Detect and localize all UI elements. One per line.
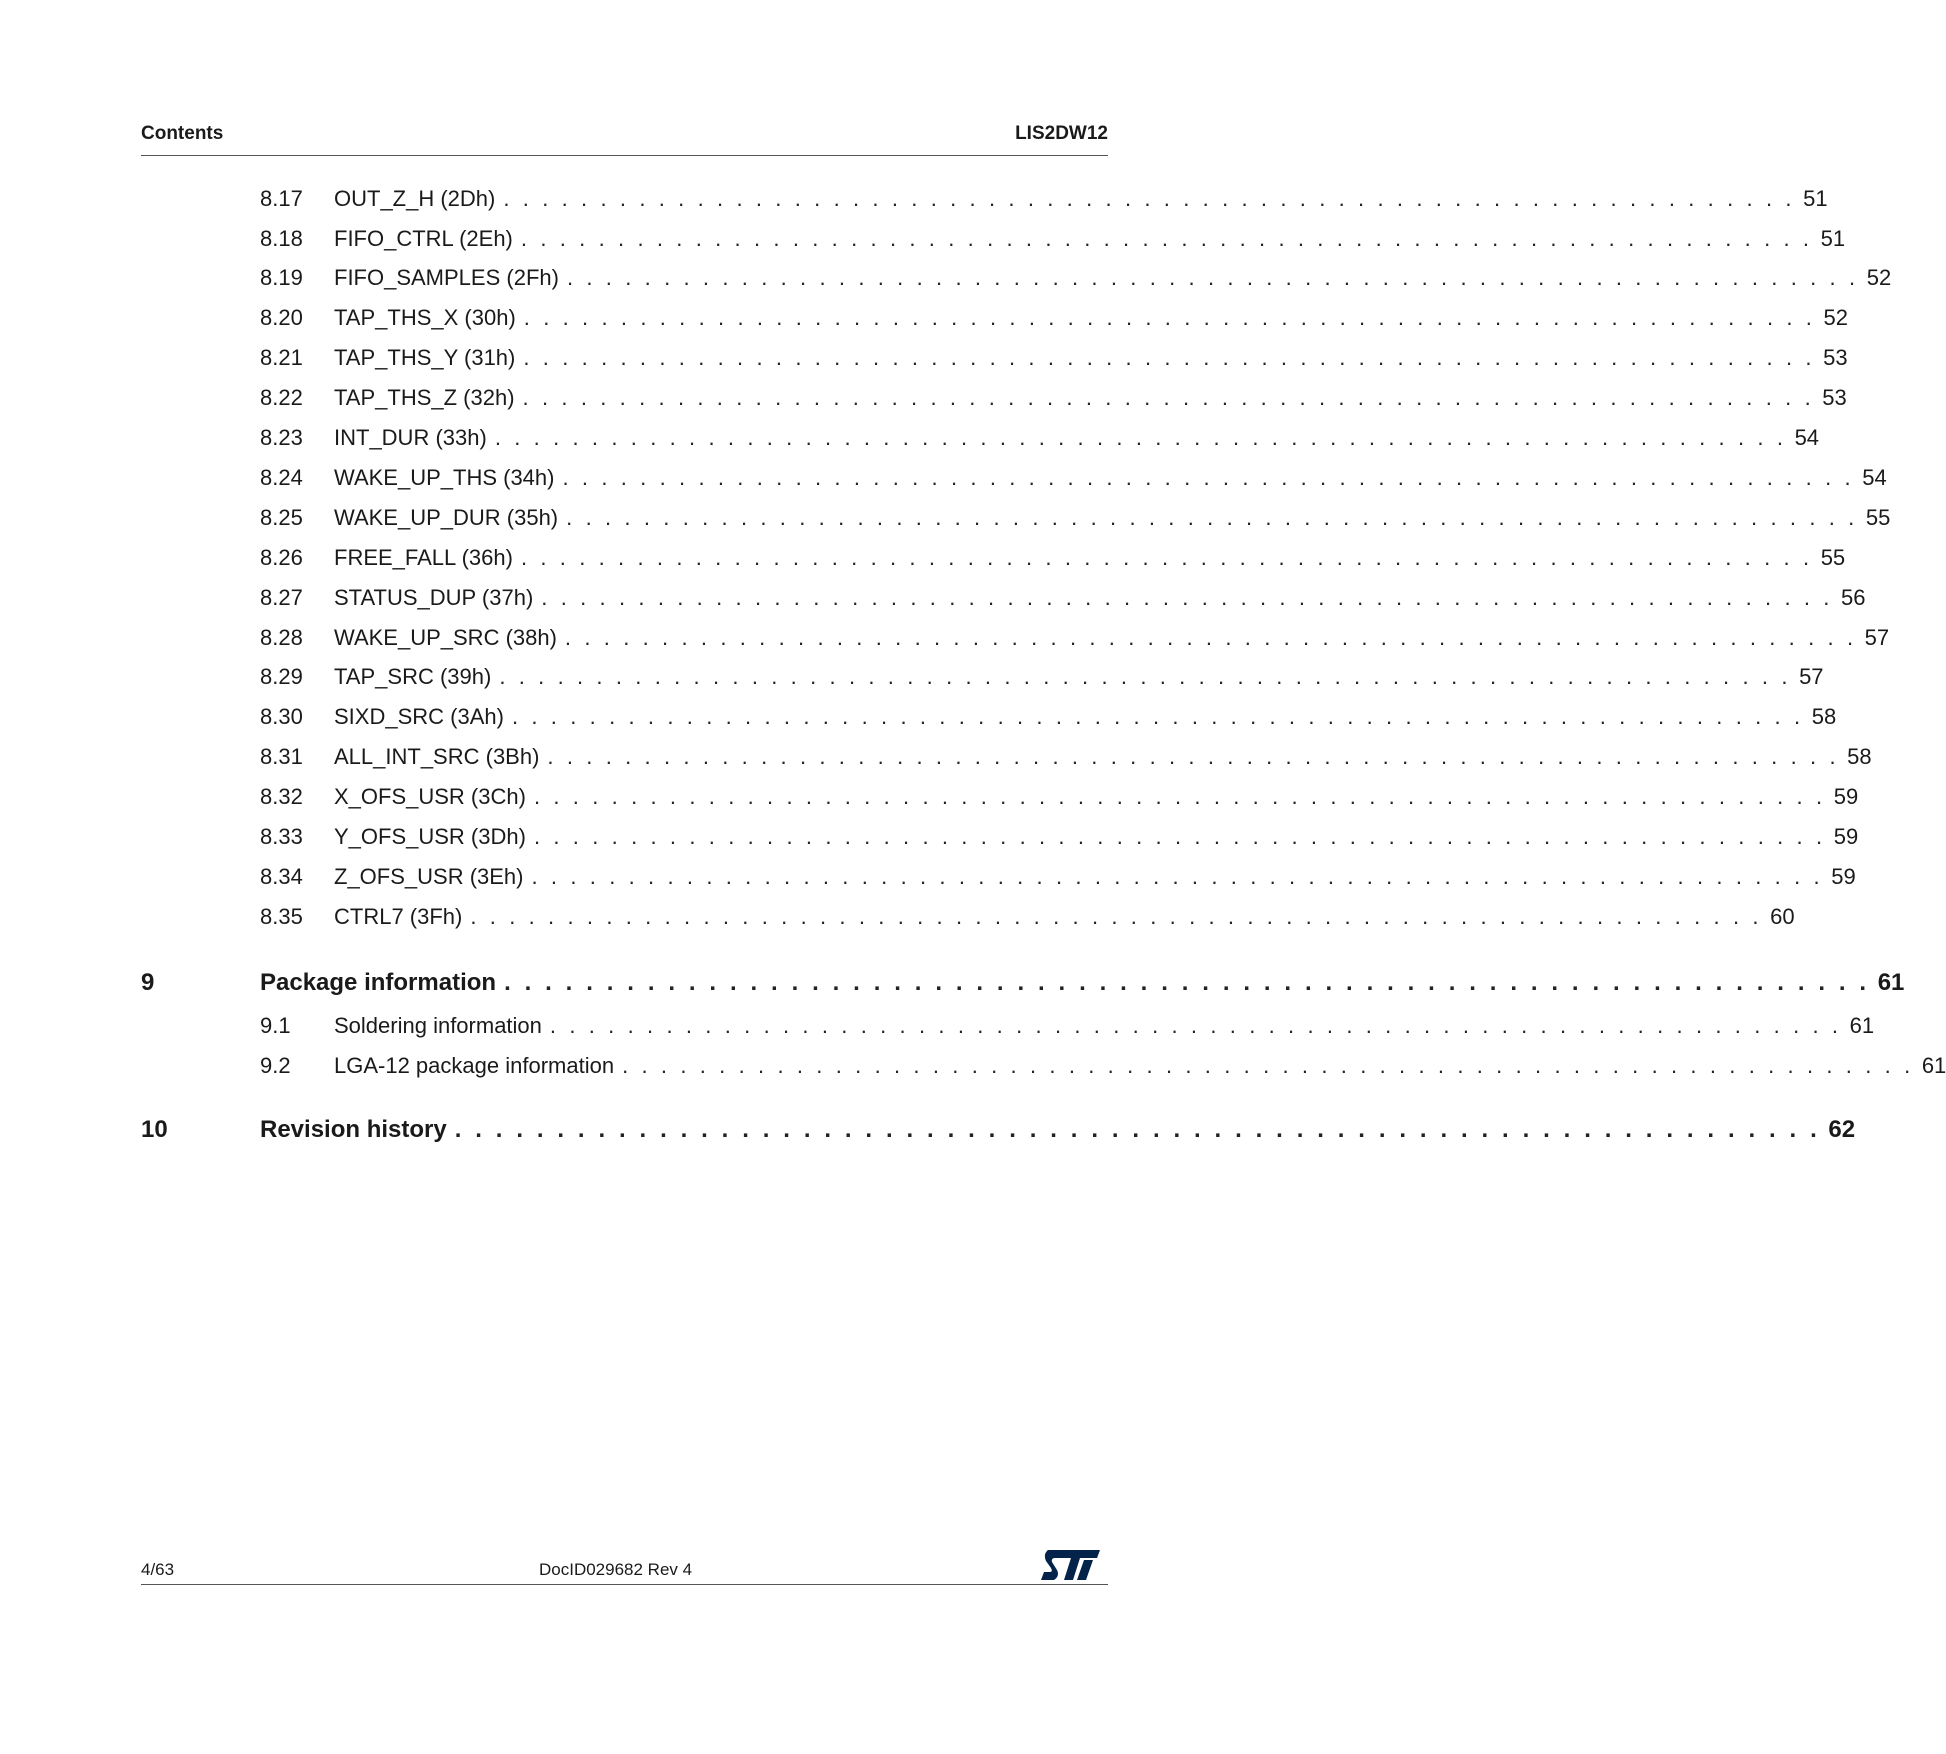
toc-entry[interactable]	[141, 742, 1872, 772]
header-part-number: LIS2DW12	[1015, 123, 1108, 144]
toc-entry-title: TAP_THS_Y (31h)	[334, 345, 516, 370]
toc-entry-page: 57	[1864, 625, 1890, 650]
toc-chapter-title: Revision history	[260, 1116, 447, 1143]
toc-entry-page: 61	[1849, 1013, 1875, 1038]
toc-leader-dots: . . . . . . . . . . . . . . . . . . . . . . . . . . . . . . . . . . . . . . . . . . . . . . . . . . . . . . . . . . . . . . . . . . .	[511, 704, 1804, 729]
toc-leader-dots: . . . . . . . . . . . . . . . . . . . . . . . . . . . . . . . . . . . . . . . . . . . . . . . . . . . . . . . . . . . . . . . . . . .	[454, 1116, 1821, 1143]
toc-entry-number: 8.31	[260, 744, 303, 769]
toc-entry[interactable]	[141, 303, 1849, 333]
toc-entry-page: 61	[1921, 1053, 1946, 1078]
toc-entry-page: 54	[1794, 425, 1820, 450]
st-logo-icon	[1040, 1548, 1102, 1582]
toc-leader-dots: . . . . . . . . . . . . . . . . . . . . . . . . . . . . . . . . . . . . . . . . . . . . . . . . . . . . . . . . . . . . . . . . . . .	[520, 226, 1813, 251]
toc-leader-dots: . . . . . . . . . . . . . . . . . . . . . . . . . . . . . . . . . . . . . . . . . . . . . . . . . . . . . . . . . . . . . . . . . . .	[503, 186, 1796, 211]
toc-chapter-package-information[interactable]	[141, 966, 1905, 1000]
toc-entry-title: Y_OFS_USR (3Dh)	[334, 824, 526, 849]
toc-entry-title: Z_OFS_USR (3Eh)	[334, 864, 524, 889]
toc-entry-number: 8.17	[260, 186, 303, 211]
header-section-title: Contents	[141, 123, 224, 144]
toc-entry-page: 58	[1811, 704, 1837, 729]
toc-entry-page: 52	[1823, 305, 1849, 330]
toc-leader-dots: . . . . . . . . . . . . . . . . . . . . . . . . . . . . . . . . . . . . . . . . . . . . . . . . . . . . . . . . . . . . . . . . . . .	[523, 305, 1816, 330]
toc-entry-page: 51	[1820, 226, 1846, 251]
toc-entry-page: 56	[1841, 585, 1866, 610]
toc-entry[interactable]	[141, 862, 1856, 892]
toc-entry[interactable]	[141, 623, 1890, 653]
toc-entry-title: WAKE_UP_DUR (35h)	[334, 505, 559, 530]
toc-entry-number: 9.1	[260, 1013, 291, 1038]
toc-leader-dots: . . . . . . . . . . . . . . . . . . . . . . . . . . . . . . . . . . . . . . . . . . . . . . . . . . . . . . . . . . . . . . . . . . .	[622, 1053, 1914, 1078]
toc-leader-dots: . . . . . . . . . . . . . . . . . . . . . . . . . . . . . . . . . . . . . . . . . . . . . . . . . . . . . . . . . . . . . . . . . . .	[541, 585, 1834, 610]
toc-leader-dots: . . . . . . . . . . . . . . . . . . . . . . . . . . . . . . . . . . . . . . . . . . . . . . . . . . . . . . . . . . . . . . . . . . .	[504, 969, 1870, 996]
toc-entry-title: ALL_INT_SRC (3Bh)	[334, 744, 540, 769]
toc-entry-title: WAKE_UP_SRC (38h)	[334, 625, 557, 650]
toc-entry-number: 8.21	[260, 345, 303, 370]
toc-entry-page: 57	[1799, 664, 1824, 689]
toc-entry[interactable]	[141, 224, 1846, 254]
toc-entry[interactable]	[141, 702, 1837, 732]
toc-entry-title: LGA-12 package information	[334, 1053, 615, 1078]
toc-entry[interactable]	[141, 423, 1820, 453]
toc-entry-page: 54	[1862, 465, 1887, 490]
toc-entry-title: FREE_FALL (36h)	[334, 545, 513, 570]
toc-entry-number: 8.24	[260, 465, 303, 490]
toc-entry-page: 59	[1833, 824, 1859, 849]
toc-entry-title: TAP_SRC (39h)	[334, 664, 492, 689]
toc-entry-page: 51	[1803, 186, 1828, 211]
toc-leader-dots: . . . . . . . . . . . . . . . . . . . . . . . . . . . . . . . . . . . . . . . . . . . . . . . . . . . . . . . . . . . . . . . . . . .	[562, 465, 1855, 490]
toc-entry-number: 8.18	[260, 226, 303, 251]
toc-leader-dots: . . . . . . . . . . . . . . . . . . . . . . . . . . . . . . . . . . . . . . . . . . . . . . . . . . . . . . . . . . . . . . . . . . .	[531, 864, 1824, 889]
toc-leader-dots: . . . . . . . . . . . . . . . . . . . . . . . . . . . . . . . . . . . . . . . . . . . . . . . . . . . . . . . . . . . . . . . . . . .	[566, 505, 1858, 530]
toc-entry[interactable]	[141, 503, 1891, 533]
toc-entry-title: FIFO_CTRL (2Eh)	[334, 226, 513, 251]
toc-entry-number: 8.34	[260, 864, 303, 889]
toc-entry-number: 8.28	[260, 625, 303, 650]
toc-entry[interactable]	[141, 463, 1887, 493]
toc-leader-dots: . . . . . . . . . . . . . . . . . . . . . . . . . . . . . . . . . . . . . . . . . . . . . . . . . . . . . . . . . . . . . . . . . . .	[522, 385, 1815, 410]
page-number: 4/63	[141, 1560, 175, 1579]
toc-leader-dots: . . . . . . . . . . . . . . . . . . . . . . . . . . . . . . . . . . . . . . . . . . . . . . . . . . . . . . . . . . . . . . . . . . .	[564, 625, 1857, 650]
toc-entry-number: 8.25	[260, 505, 303, 530]
toc-entry-page: 59	[1831, 864, 1856, 889]
toc-chapter-page: 61	[1877, 969, 1905, 996]
toc-entry-title: WAKE_UP_THS (34h)	[334, 465, 555, 490]
toc-chapter-title: Package information	[260, 969, 497, 996]
toc-entry-number: 8.33	[260, 824, 303, 849]
toc-entry[interactable]	[141, 583, 1866, 613]
toc-entry-number: 8.32	[260, 784, 303, 809]
toc-leader-dots: . . . . . . . . . . . . . . . . . . . . . . . . . . . . . . . . . . . . . . . . . . . . . . . . . . . . . . . . . . . . . . . . . . .	[523, 345, 1816, 370]
toc-entry-page: 53	[1822, 385, 1847, 410]
toc-entry-number: 8.29	[260, 664, 303, 689]
toc-entry-number: 8.35	[260, 904, 303, 929]
toc-entry-page: 59	[1833, 784, 1859, 809]
toc-entry[interactable]	[141, 263, 1892, 293]
toc-leader-dots: . . . . . . . . . . . . . . . . . . . . . . . . . . . . . . . . . . . . . . . . . . . . . . . . . . . . . . . . . . . . . . . . . . .	[566, 265, 1859, 290]
toc-leader-dots: . . . . . . . . . . . . . . . . . . . . . . . . . . . . . . . . . . . . . . . . . . . . . . . . . . . . . . . . . . . . . . . . . . .	[499, 664, 1792, 689]
toc-entry-page: 52	[1866, 265, 1892, 290]
toc-entry-number: 8.26	[260, 545, 303, 570]
toc-entry[interactable]	[141, 184, 1828, 214]
toc-entry-number: 8.27	[260, 585, 303, 610]
toc-leader-dots: . . . . . . . . . . . . . . . . . . . . . . . . . . . . . . . . . . . . . . . . . . . . . . . . . . . . . . . . . . . . . . . . . . .	[520, 545, 1813, 570]
toc-entry[interactable]	[141, 383, 1847, 413]
document-id: DocID029682 Rev 4	[539, 1560, 693, 1579]
toc-entry-title: SIXD_SRC (3Ah)	[334, 704, 504, 729]
toc-leader-dots: . . . . . . . . . . . . . . . . . . . . . . . . . . . . . . . . . . . . . . . . . . . . . . . . . . . . . . . . . . . . . . . . . . .	[547, 744, 1840, 769]
toc-entry[interactable]	[141, 902, 1795, 932]
toc-leader-dots: . . . . . . . . . . . . . . . . . . . . . . . . . . . . . . . . . . . . . . . . . . . . . . . . . . . . . . . . . . . . . . . . . . .	[533, 824, 1826, 849]
toc-entry[interactable]	[141, 1051, 1946, 1081]
toc-entry-title: TAP_THS_Z (32h)	[334, 385, 515, 410]
toc-leader-dots: . . . . . . . . . . . . . . . . . . . . . . . . . . . . . . . . . . . . . . . . . . . . . . . . . . . . . . . . . . . . . . . . . . .	[549, 1013, 1842, 1038]
toc-entry-title: X_OFS_USR (3Ch)	[334, 784, 526, 809]
page-header	[141, 119, 1108, 156]
toc-chapter-revision-history[interactable]	[141, 1113, 1856, 1147]
toc-entry[interactable]	[141, 343, 1848, 373]
toc-entry-number: 8.23	[260, 425, 303, 450]
toc-entry-title: STATUS_DUP (37h)	[334, 585, 534, 610]
toc-chapter-page: 62	[1828, 1116, 1856, 1143]
toc-chapter-number: 9	[141, 969, 155, 996]
toc-leader-dots: . . . . . . . . . . . . . . . . . . . . . . . . . . . . . . . . . . . . . . . . . . . . . . . . . . . . . . . . . . . . . . . . . . .	[470, 904, 1763, 929]
toc-entry-number: 8.20	[260, 305, 303, 330]
toc-entry-title: TAP_THS_X (30h)	[334, 305, 516, 330]
toc-entry-page: 55	[1820, 545, 1846, 570]
toc-entry-title: INT_DUR (33h)	[334, 425, 487, 450]
page-footer	[141, 1548, 1108, 1585]
toc-entry-title: FIFO_SAMPLES (2Fh)	[334, 265, 559, 290]
toc-entry-title: Soldering information	[334, 1013, 542, 1038]
toc-entry-number: 9.2	[260, 1053, 291, 1078]
toc-entry[interactable]	[141, 822, 1859, 852]
toc-entry-page: 58	[1847, 744, 1872, 769]
toc-entry-page: 53	[1823, 345, 1848, 370]
toc-entry-title: CTRL7 (3Fh)	[334, 904, 463, 929]
toc-entry-number: 8.30	[260, 704, 303, 729]
toc-entry-number: 8.19	[260, 265, 303, 290]
toc-leader-dots: . . . . . . . . . . . . . . . . . . . . . . . . . . . . . . . . . . . . . . . . . . . . . . . . . . . . . . . . . . . . . . . . . . .	[533, 784, 1826, 809]
toc-leader-dots: . . . . . . . . . . . . . . . . . . . . . . . . . . . . . . . . . . . . . . . . . . . . . . . . . . . . . . . . . . . . . . . . . . .	[494, 425, 1787, 450]
toc-entry[interactable]	[141, 662, 1824, 692]
toc-entry-page: 55	[1865, 505, 1891, 530]
toc-entry-number: 8.22	[260, 385, 303, 410]
toc-entry-title: OUT_Z_H (2Dh)	[334, 186, 496, 211]
toc-entry[interactable]	[141, 782, 1859, 812]
toc-entry[interactable]	[141, 543, 1846, 573]
toc-entry[interactable]	[141, 1011, 1875, 1041]
toc-chapter-number: 10	[141, 1116, 168, 1143]
toc-entry-page: 60	[1770, 904, 1795, 929]
